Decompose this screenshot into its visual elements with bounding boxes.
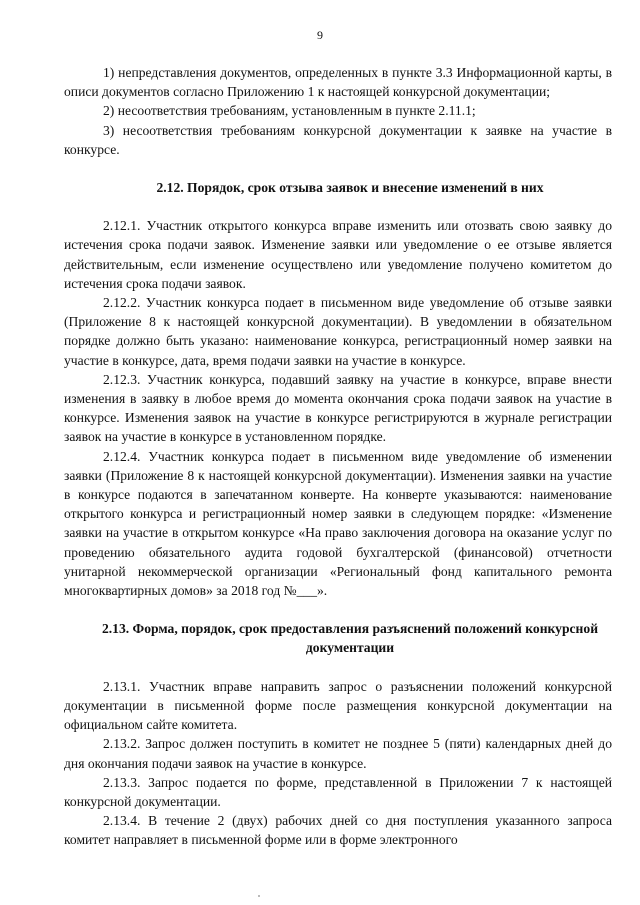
paragraph-2-13-2: 2.13.2. Запрос должен поступить в комитет не позднее 5 (пяти) календарных дней до дня окончания подачи заявок на участие в конкурсе. (64, 736, 612, 771)
section-heading-2-13: 2.13. Форма, порядок, срок предоставления разъяснений положений конкурсной документации (101, 621, 599, 656)
spacer (64, 600, 612, 619)
paragraph-2-12-3: 2.12.3. Участник конкурса, подавший заявку на участие в конкурсе, вправе внести изменения в заявку в любое время до момента окончания срока подачи заявок на участие в конкурсе. Изменения заявок на участие в конкурсе регистрируются в журнале регистрации заявок на участие в конкурсе в установленном порядке. (64, 371, 612, 445)
spacer (64, 197, 612, 216)
paragraph: 2) несоответствия требованиям, установленным в пункте 2.11.1; (103, 103, 476, 119)
paragraph-2-13-1: 2.13.1. Участник вправе направить запрос о разъяснении положений конкурсной документации в письменной форме после размещения конкурсной документации на официальном сайте комитета. (64, 678, 612, 733)
paragraph: 3) несоответствия требованиям конкурсной документации к заявке на участие в конкурсе. (64, 122, 612, 157)
section-heading-2-12: 2.12. Порядок, срок отзыва заявок и внесение изменений в них (156, 180, 544, 196)
spacer (64, 159, 612, 178)
spacer (64, 658, 612, 677)
paragraph-2-12-2: 2.12.2. Участник конкурса подает в письменном виде уведомление об отзыве заявки (Приложение 8 к настоящей конкурсной документации). В уведомлении в обязательном порядке должно быть указано: наименование конкурса, регистрационный номер заявки на участие в конкурсе, дата, время подачи заявки на участие в конкурсе. (64, 295, 612, 368)
scan-speck (258, 895, 260, 897)
paragraph-2-12-1: 2.12.1. Участник открытого конкурса вправе изменить или отозвать свою заявку до истечения срока подачи заявок. Изменение заявки или уведомление о ее отзыве является действительным, если изменение осуществлено или уведомление получено комитетом до истечения срока подачи заявок. (64, 218, 612, 291)
paragraph-2-12-4: 2.12.4. Участник конкурса подает в письменном виде уведомление об изменении заявки (Приложение 8 к настоящей конкурсной документации). Изменения заявки на участие в конкурсе подаются в запечатанном конверте. На конверте указываются: наименование открытого конкурса и регистрационный номер заявки в следующем порядке: «Изменение заявки на участие в открытом конкурсе «На право заключения договора на оказание услуг по проведению обязательного аудита годовой бухгалтерской (финансовой) отчетности унитарной некоммерческой организации «Региональный фонд капитального ремонта многоквартирных домов» за 2018 год №___». (64, 448, 612, 599)
page-number: 9 (317, 28, 323, 42)
paragraph-2-13-3: 2.13.3. Запрос подается по форме, представленной в Приложении 7 к настоящей конкурсной документации. (64, 774, 612, 809)
page-content (64, 63, 612, 850)
paragraph: 1) непредставления документов, определенных в пункте 3.3 Информационной карты, в описи документов согласно Приложению 1 к настоящей конкурсной документации; (64, 65, 612, 100)
paragraph-2-13-4: 2.13.4. В течение 2 (двух) рабочих дней со дня поступления указанного запроса комитет направляет в письменной форме или в форме электронного (64, 813, 612, 848)
